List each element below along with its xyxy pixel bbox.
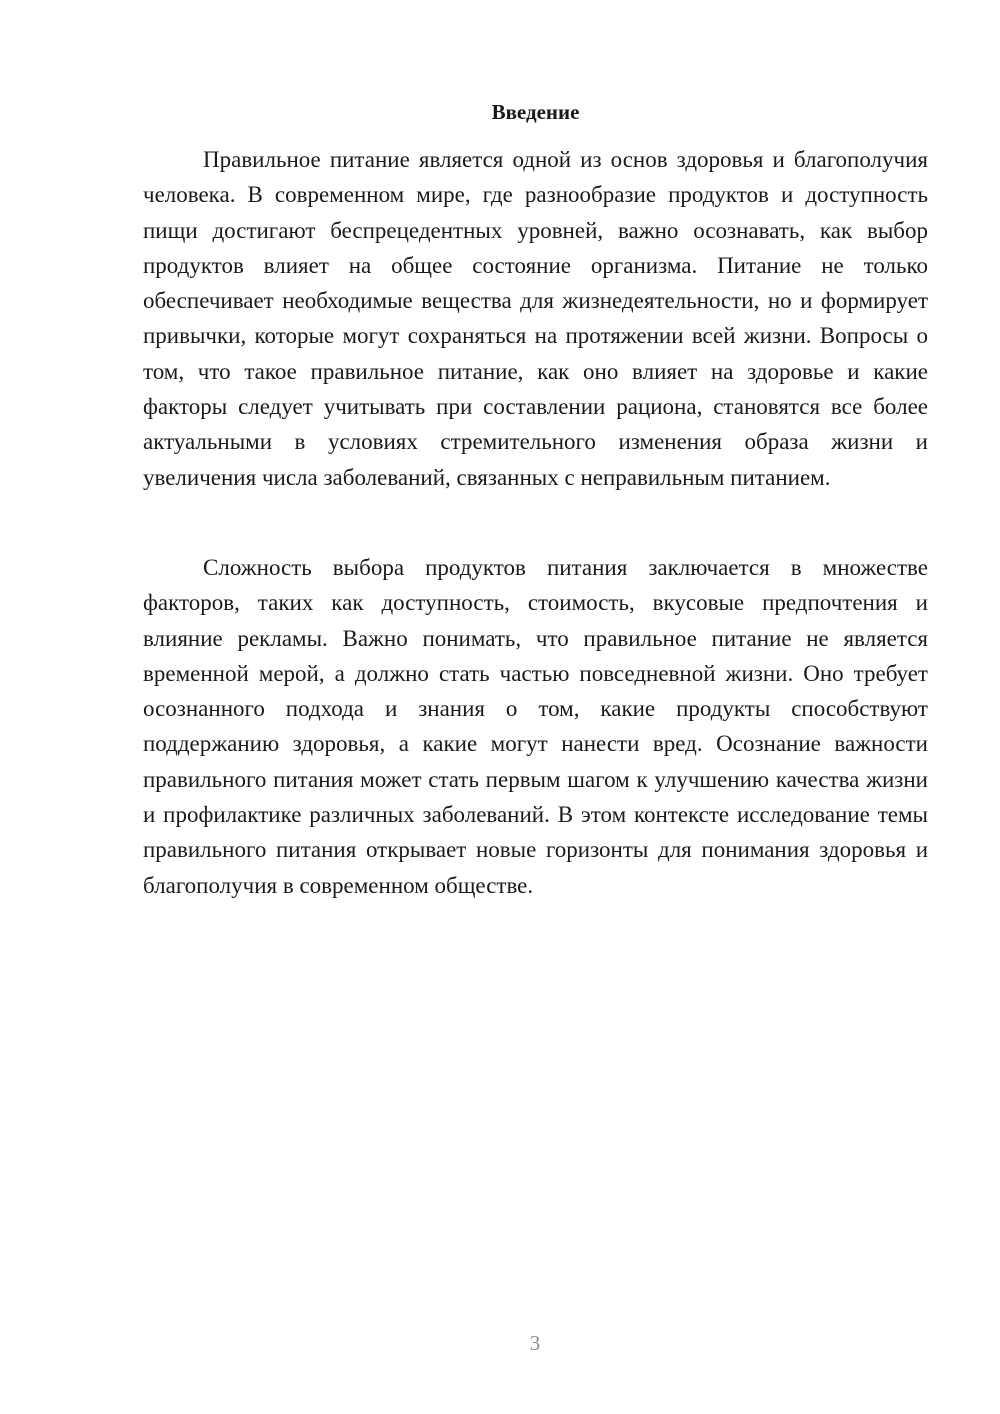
paragraph: Сложность выбора продуктов питания заключается в множестве факторов, таких как доступность, стоимость, вкусовые предпочтения и влияние рекламы. Важно понимать, что правильное питание не является временной мерой, а должно стать частью повседневной жизни. Оно требует осознанного подхода и знания о том, какие продукты способствуют поддержанию здоровья, а какие могут нанести вред. Осознание важности правильного питания может стать первым шагом к улучшению качества жизни и профилактике различных заболеваний. В этом контексте исследование темы правильного питания открывает новые горизонты для понимания здоровья и благополучия в современном обществе. xyxy=(143,555,928,898)
page-title: Введение xyxy=(491,100,580,124)
paragraph: Правильное питание является одной из основ здоровья и благополучия человека. В современном мире, где разнообразие продуктов и доступность пищи достигают беспрецедентных уровней, важно осознавать, как выбор продуктов влияет на общее состояние организма. Питание не только обеспечивает необходимые вещества для жизнедеятельности, но и формирует привычки, которые могут сохраняться на протяжении всей жизни. Вопросы о том, что такое правильное питание, как оно влияет на здоровье и какие факторы следует учитывать при составлении рациона, становятся все более актуальными в условиях стремительного изменения образа жизни и увеличения числа заболеваний, связанных с неправильным питанием. xyxy=(143,147,928,490)
paragraph-block xyxy=(143,550,928,903)
paragraph-block xyxy=(143,142,928,495)
page-number: 3 xyxy=(529,1331,541,1355)
